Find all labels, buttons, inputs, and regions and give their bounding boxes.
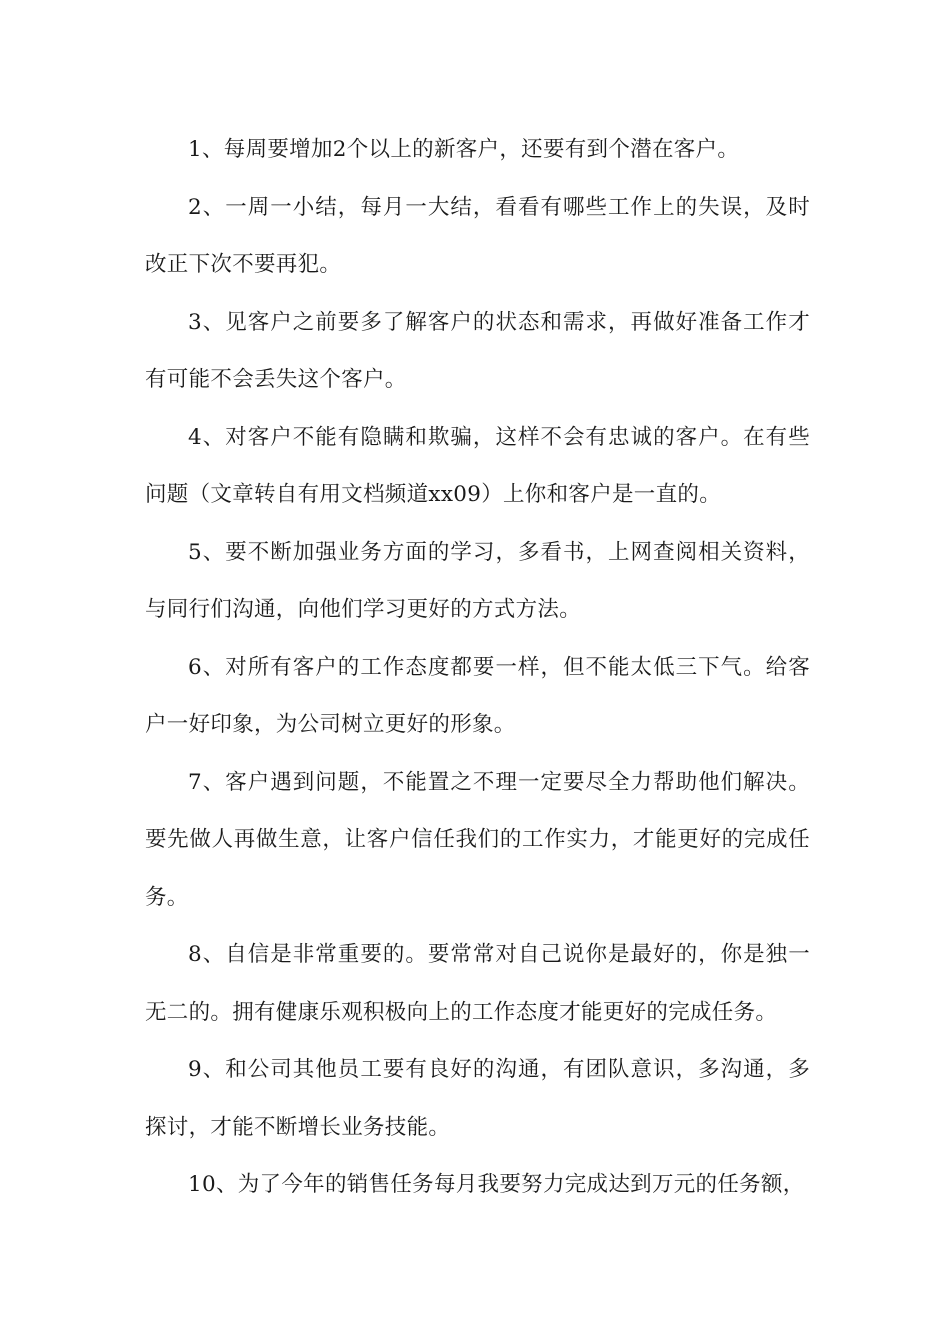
paragraph-7: 7、客户遇到问题，不能置之不理一定要尽全力帮助他们解决。要先做人再做生意，让客户信任我们的工作实力，才能更好的完成任务。 — [145, 769, 810, 910]
paragraph-5: 5、要不断加强业务方面的学习，多看书，上网查阅相关资料，与同行们沟通，向他们学习更好的方式方法。 — [145, 539, 810, 622]
paragraph-3: 3、见客户之前要多了解客户的状态和需求，再做好准备工作才有可能不会丢失这个客户。 — [145, 309, 810, 392]
paragraph-6: 6、对所有客户的工作态度都要一样，但不能太低三下气。给客户一好印象，为公司树立更好的形象。 — [145, 654, 810, 737]
paragraph-1: 1、每周要增加2个以上的新客户，还要有到个潜在客户。 — [188, 137, 740, 162]
paragraph-2: 2、一周一小结，每月一大结，看看有哪些工作上的失误，及时改正下次不要再犯。 — [145, 194, 810, 277]
paragraph-8: 8、自信是非常重要的。要常常对自己说你是最好的，你是独一无二的。拥有健康乐观积极向上的工作态度才能更好的完成任务。 — [145, 942, 810, 1025]
paragraph-10: 10、为了今年的销售任务每月我要努力完成达到万元的任务额， — [188, 1172, 805, 1197]
paragraph-4: 4、对客户不能有隐瞒和欺骗，这样不会有忠诚的客户。在有些问题（文章转自有用文档频道xx09）上你和客户是一直的。 — [145, 424, 810, 507]
document-body — [145, 121, 810, 1214]
paragraph-9: 9、和公司其他员工要有良好的沟通，有团队意识，多沟通，多探讨，才能不断增长业务技能。 — [145, 1057, 810, 1140]
